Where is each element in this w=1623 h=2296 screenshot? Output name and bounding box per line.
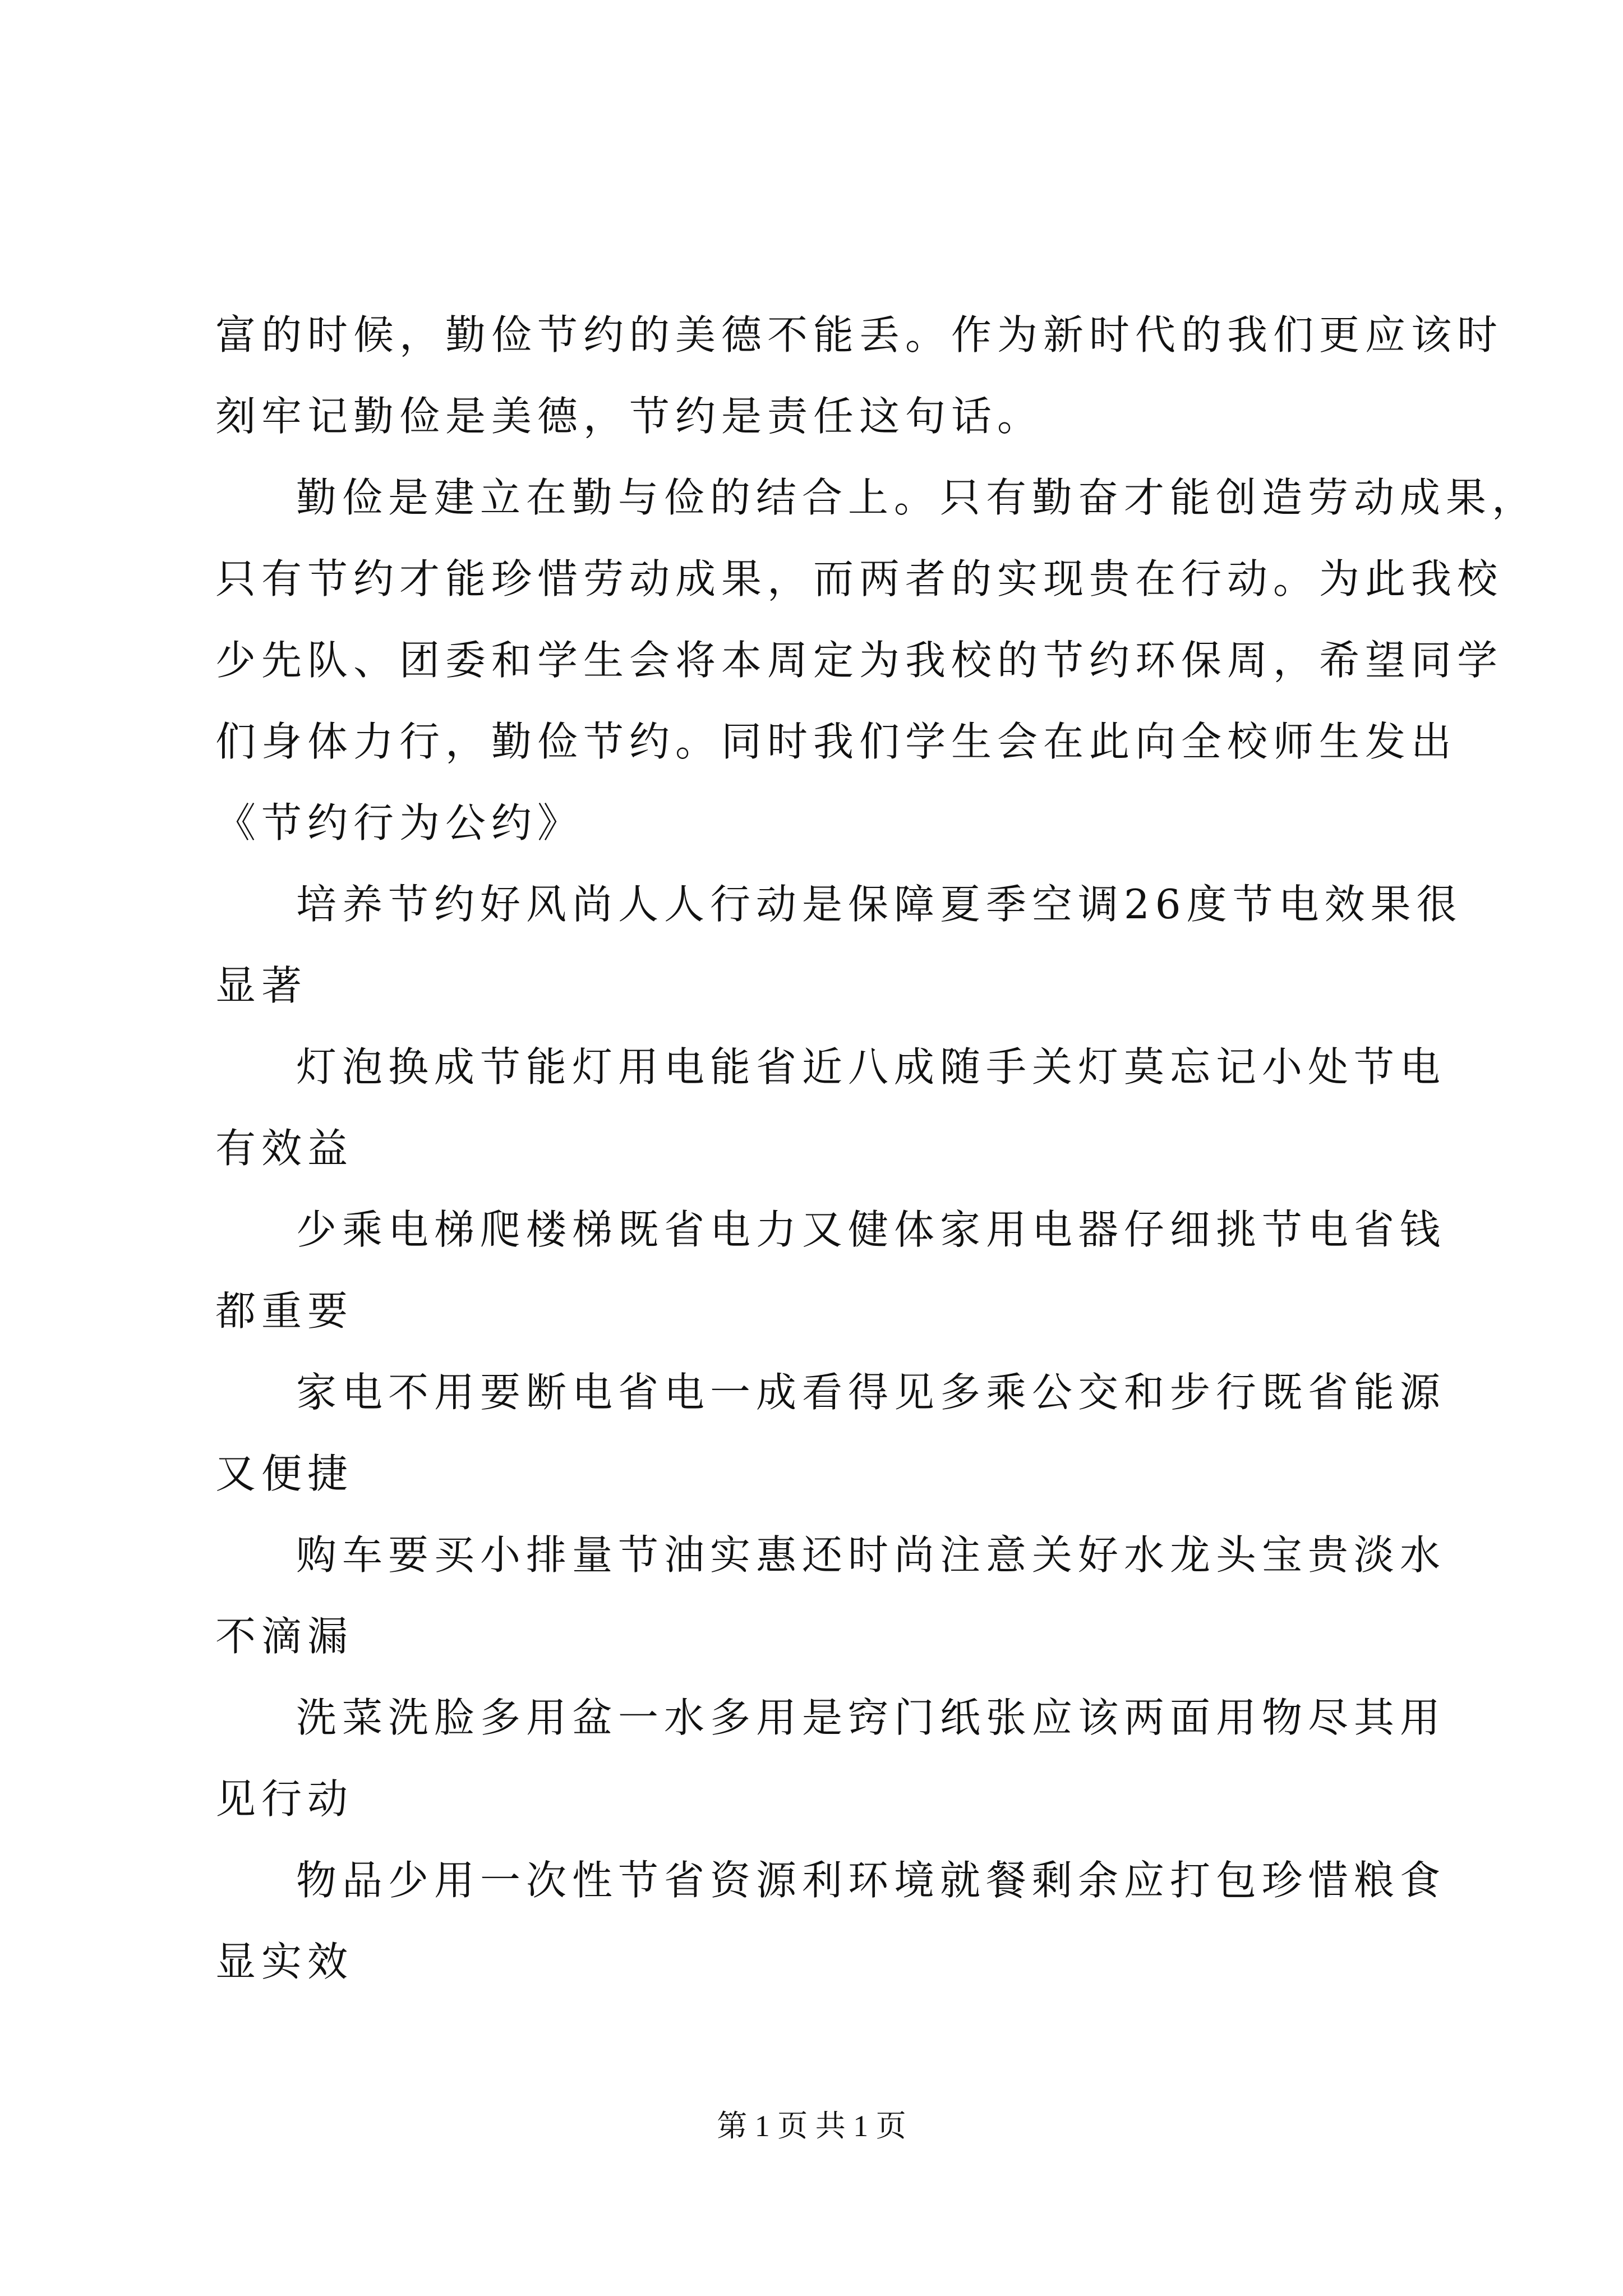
- text-line: 富的时候，勤俭节约的美德不能丢。作为新时代的我们更应该时: [215, 311, 1504, 358]
- text-line: 刻牢记勤俭是美德，节约是责任这句话。: [215, 393, 1044, 440]
- text-line: 见行动: [215, 1775, 354, 1823]
- text-line: 物品少用一次性节省资源利环境就餐剩余应打包珍惜粮食: [296, 1857, 1446, 1904]
- text-line: 显著: [215, 962, 308, 1009]
- text-line: 家电不用要断电省电一成看得见多乘公交和步行既省能源: [296, 1369, 1446, 1416]
- text-line: 们身体力行，勤俭节约。同时我们学生会在此向全校师生发出: [215, 718, 1458, 765]
- text-line: 不滴漏: [215, 1613, 354, 1660]
- text-line: 都重要: [215, 1287, 354, 1335]
- text-line: 培养节约好风尚人人行动是保障夏季空调26度节电效果很: [296, 881, 1463, 928]
- text-line: 显实效: [215, 1938, 354, 1985]
- text-line: 洗菜洗脸多用盆一水多用是窍门纸张应该两面用物尽其用: [296, 1694, 1446, 1741]
- text-line: 少乘电梯爬楼梯既省电力又健体家用电器仔细挑节电省钱: [296, 1206, 1446, 1253]
- page-footer: 第 1 页 共 1 页: [717, 2109, 906, 2143]
- text-line: 只有节约才能珍惜劳动成果，而两者的实现贵在行动。为此我校: [215, 555, 1504, 602]
- text-line: 又便捷: [215, 1450, 354, 1497]
- document-body: [215, 295, 1538, 2003]
- text-line: 《节约行为公约》: [215, 799, 584, 846]
- text-line: 少先队、团委和学生会将本周定为我校的节约环保周，希望同学: [215, 637, 1504, 684]
- text-line: 灯泡换成节能灯用电能省近八成随手关灯莫忘记小处节电: [296, 1043, 1446, 1091]
- text-line: 勤俭是建立在勤与俭的结合上。只有勤奋才能创造劳动成果，: [296, 474, 1538, 521]
- text-line: 购车要买小排量节油实惠还时尚注意关好水龙头宝贵淡水: [296, 1531, 1446, 1579]
- text-line: 有效益: [215, 1125, 354, 1172]
